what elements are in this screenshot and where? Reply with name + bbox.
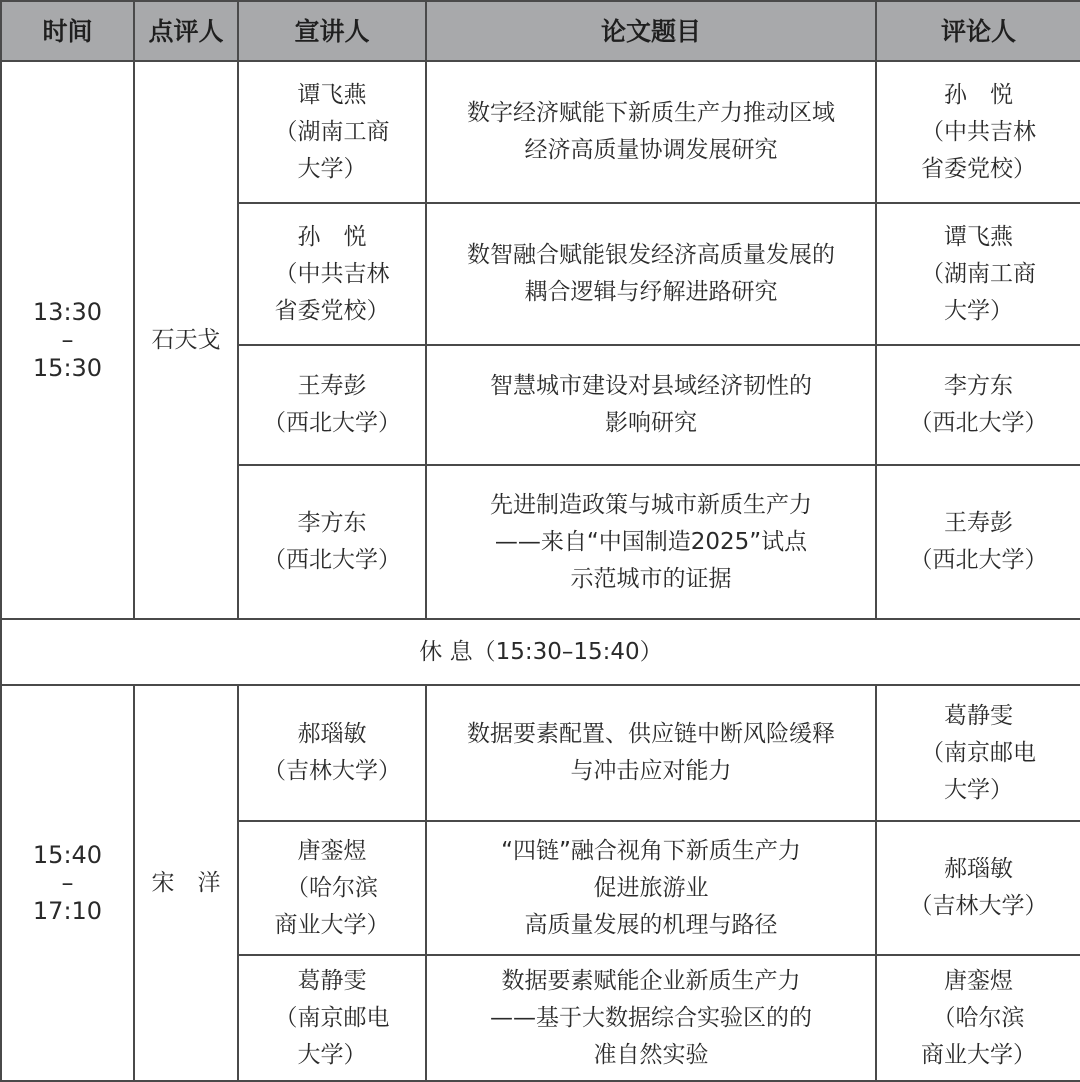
cell-text-line: 高质量发展的机理与路径 [524,911,778,938]
cell-text-line: 王寿彭 [944,510,1013,536]
title-cell [426,203,876,345]
header-title: 论文题目 [426,1,876,61]
cell-text-line: 智慧城市建设对县域经济韧性的 [490,373,812,399]
cell-text-line: （中共吉林 [921,118,1036,145]
cell-text-line: 影响研究 [605,410,697,436]
commentator-cell [876,955,1080,1081]
presenter-cell [238,685,426,821]
time-end: 17:10 [32,897,103,925]
time-end: 15:30 [32,354,103,382]
cell-text-line: 谭飞燕 [944,223,1013,250]
cell-text-line: ——来自“中国制造2025”试点 [494,528,808,555]
commentator-cell [876,61,1080,203]
cell-text-line: 葛静雯 [944,702,1013,729]
cell-text-line: 王寿彭 [297,373,367,399]
cell-text-line: （中共吉林 [274,260,390,287]
commentator-cell [876,203,1080,345]
cell-text-line: （吉林大学） [263,758,401,784]
time-dash: – [61,869,74,897]
title-cell [426,345,876,465]
session1-reviewer-cell: 石天戈 [134,61,238,619]
cell-text-line: 与冲击应对能力 [570,758,732,784]
break-cell: 休 息（15:30–15:40） [1,619,1080,685]
cell-text-line: 李方东 [297,510,367,536]
cell-text-line: 郝瑙敏 [944,856,1013,882]
presenter-cell [238,821,426,955]
cell-text-line: 大学） [297,1041,367,1068]
cell-text-line: （南京邮电 [921,739,1036,766]
cell-text-line: 大学） [944,776,1013,803]
cell-text-line: （西北大学） [909,547,1048,573]
cell-text-line: （湖南工商 [274,118,390,145]
presenter-cell [238,465,426,619]
commentator-cell [876,685,1080,821]
presenter-cell [238,61,426,203]
title-cell [426,685,876,821]
break-row [1,619,1080,685]
session2-time-cell [1,685,134,1081]
header-reviewer: 点评人 [134,1,238,61]
cell-text-line: 准自然实验 [593,1041,709,1068]
cell-text-line: 孙 悦 [944,81,1013,108]
title-cell [426,465,876,619]
cell-text-line: 数据要素配置、供应链中断风险缓释 [467,721,835,747]
cell-text-line: 葛静雯 [297,967,367,994]
cell-text-line: 数据要素赋能企业新质生产力 [501,967,801,994]
cell-text-line: 商业大学） [274,911,390,938]
cell-text-line: 数智融合赋能银发经济高质量发展的 [467,242,835,268]
cell-text-line: 大学） [297,155,367,182]
presenter-cell [238,955,426,1081]
cell-text-line: 先进制造政策与城市新质生产力 [490,491,812,518]
header-row [1,1,1080,61]
title-cell [426,61,876,203]
session2-reviewer-cell: 宋 洋 [134,685,238,1081]
cell-text-line: （南京邮电 [274,1004,390,1031]
cell-text-line: ——基于大数据综合实验区的的 [490,1004,812,1031]
presenter-cell [238,203,426,345]
cell-text-line: 促进旅游业 [593,874,709,901]
cell-text-line: 郝瑙敏 [297,721,367,747]
commentator-cell [876,345,1080,465]
cell-text-line: （哈尔滨 [932,1004,1025,1031]
time-start: 15:40 [32,841,103,869]
table-row [1,685,1080,821]
cell-text-line: 孙 悦 [297,223,367,250]
cell-text-line: （湖南工商 [921,260,1036,287]
presenter-cell [238,345,426,465]
session1-time-cell [1,61,134,619]
time-start: 13:30 [32,298,103,326]
title-cell [426,821,876,955]
cell-text-line: （哈尔滨 [286,874,378,901]
cell-text-line: “四链”融合视角下新质生产力 [501,837,801,864]
title-cell [426,955,876,1081]
cell-text-line: （吉林大学） [909,893,1048,919]
commentator-cell [876,465,1080,619]
cell-text-line: 大学） [944,297,1013,324]
cell-text-line: 数字经济赋能下新质生产力推动区域 [467,100,835,126]
cell-text-line: （西北大学） [909,410,1048,436]
cell-text-line: 示范城市的证据 [570,565,732,592]
table-row [1,61,1080,203]
cell-text-line: 省委党校） [274,297,390,324]
header-time: 时间 [1,1,134,61]
cell-text-line: 经济高质量协调发展研究 [524,137,778,163]
header-presenter: 宣讲人 [238,1,426,61]
cell-text-line: 李方东 [944,373,1013,399]
cell-text-line: 唐銮煜 [944,967,1013,994]
cell-text-line: （西北大学） [263,547,401,573]
time-dash: – [61,326,74,354]
cell-text-line: 谭飞燕 [297,81,367,108]
header-commentator: 评论人 [876,1,1080,61]
commentator-cell [876,821,1080,955]
cell-text-line: 唐銮煜 [297,837,367,864]
cell-text-line: 省委党校） [921,155,1036,182]
cell-text-line: （西北大学） [263,410,401,436]
cell-text-line: 耦合逻辑与纾解进路研究 [524,279,778,305]
cell-text-line: 商业大学） [921,1041,1036,1068]
